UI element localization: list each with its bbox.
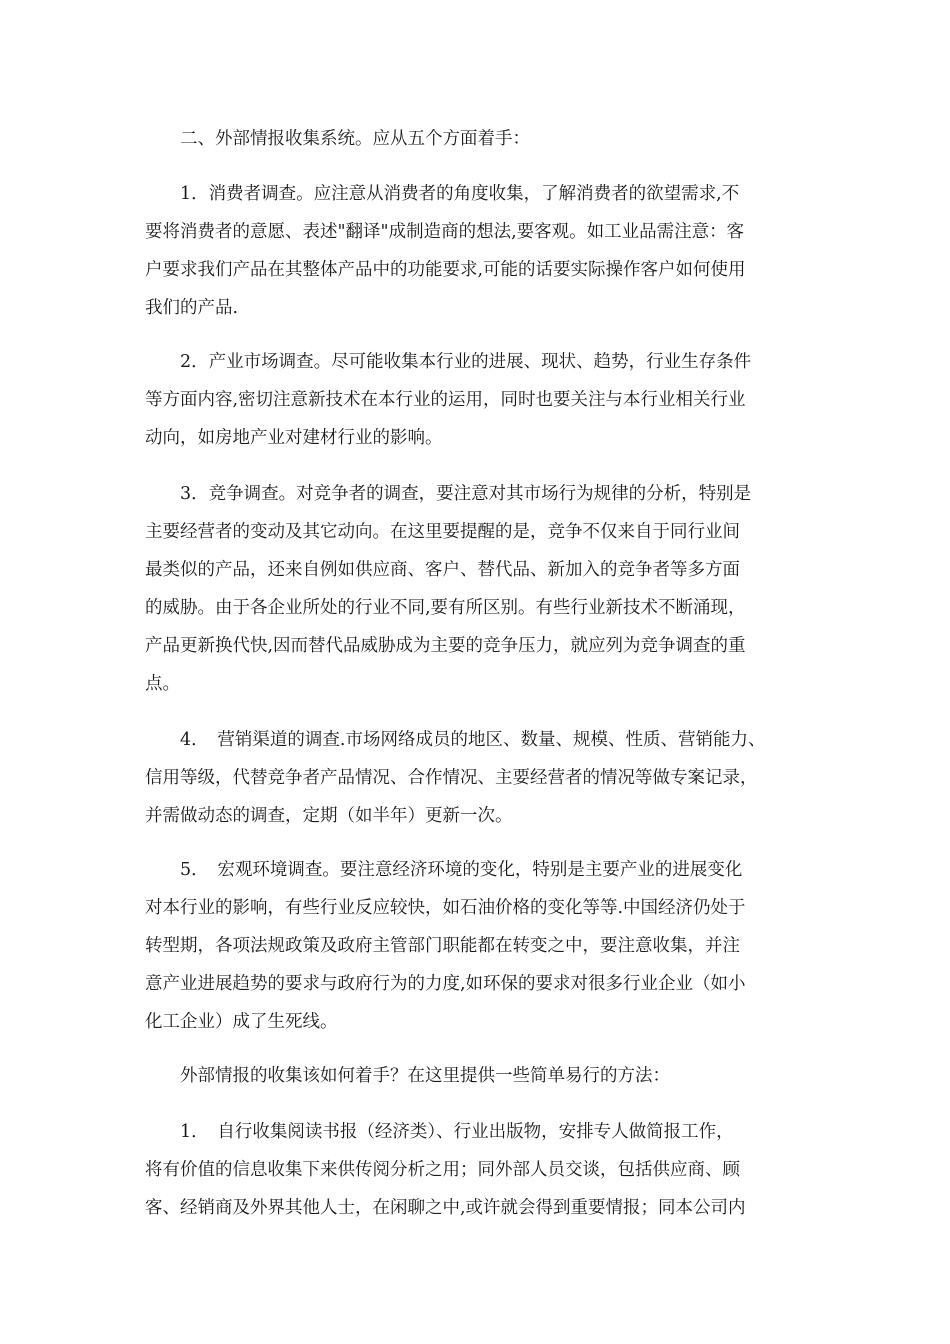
- text-line: 对本行业的影响，有些行业反应较快，如石油价格的变化等等.中国经济仍处于: [145, 898, 746, 918]
- text-line: 意产业进展趋势的要求与政府行为的力度,如环保的要求对很多行业企业（如小: [145, 974, 746, 994]
- text-line: 点。: [145, 674, 180, 694]
- text-line: 1．消费者调查。应注意从消费者的角度收集，了解消费者的欲望需求,不: [180, 184, 740, 204]
- text-line: 将有价值的信息收集下来供传阅分析之用；同外部人员交谈，包括供应商、顾: [145, 1160, 740, 1180]
- text-line: 2．产业市场调查。尽可能收集本行业的进展、现状、趋势，行业生存条件: [180, 352, 752, 372]
- text-line: 信用等级，代替竞争者产品情况、合作情况、主要经营者的情况等做专案记录，: [145, 768, 758, 788]
- text-line: 最类似的产品，还来自例如供应商、客户、替代品、新加入的竞争者等多方面: [145, 560, 740, 580]
- text-line: 我们的产品.: [145, 298, 239, 318]
- text-line: 4． 营销渠道的调查.市场网络成员的地区、数量、规模、性质、营销能力、: [180, 730, 766, 750]
- text-line: 要将消费者的意愿、表述"翻译"成制造商的想法,要客观。如工业品需注意：客: [145, 222, 745, 242]
- text-line: 主要经营者的变动及其它动向。在这里要提醒的是，竞争不仅来自于同行业间: [145, 522, 740, 542]
- text-line: 的威胁。由于各企业所处的行业不同,要有所区别。有些行业新技术不断涌现，: [145, 598, 746, 618]
- text-line: 等方面内容,密切注意新技术在本行业的运用，同时也要关注与本行业相关行业: [145, 390, 746, 410]
- methods-intro: 外部情报的收集该如何着手？在这里提供一些简单易行的方法：: [180, 1066, 670, 1086]
- text-line: 客、经销商及外界其他人士，在闲聊之中,或许就会得到重要情报；同本公司内: [145, 1198, 746, 1218]
- text-line: 1． 自行收集阅读书报（经济类）、行业出版物，安排专人做简报工作，: [180, 1122, 734, 1142]
- text-line: 产品更新换代快,因而替代品威胁成为主要的竞争压力，就应列为竞争调查的重: [145, 636, 746, 656]
- text-line: 转型期，各项法规政策及政府主管部门职能都在转变之中，要注意收集，并注: [145, 936, 740, 956]
- text-line: 动向，如房地产业对建材行业的影响。: [145, 428, 443, 448]
- text-line: 并需做动态的调查，定期（如半年）更新一次。: [145, 806, 513, 826]
- text-line: 5． 宏观环境调查。要注意经济环境的变化，特别是主要产业的进展变化: [180, 860, 743, 880]
- section-heading: 二、外部情报收集系统。应从五个方面着手：: [180, 129, 530, 149]
- text-line: 3．竞争调查。对竞争者的调查，要注意对其市场行为规律的分析，特别是: [180, 484, 752, 504]
- text-line: 化工企业）成了生死线。: [145, 1012, 338, 1032]
- text-line: 户要求我们产品在其整体产品中的功能要求,可能的话要实际操作客户如何使用: [145, 260, 746, 280]
